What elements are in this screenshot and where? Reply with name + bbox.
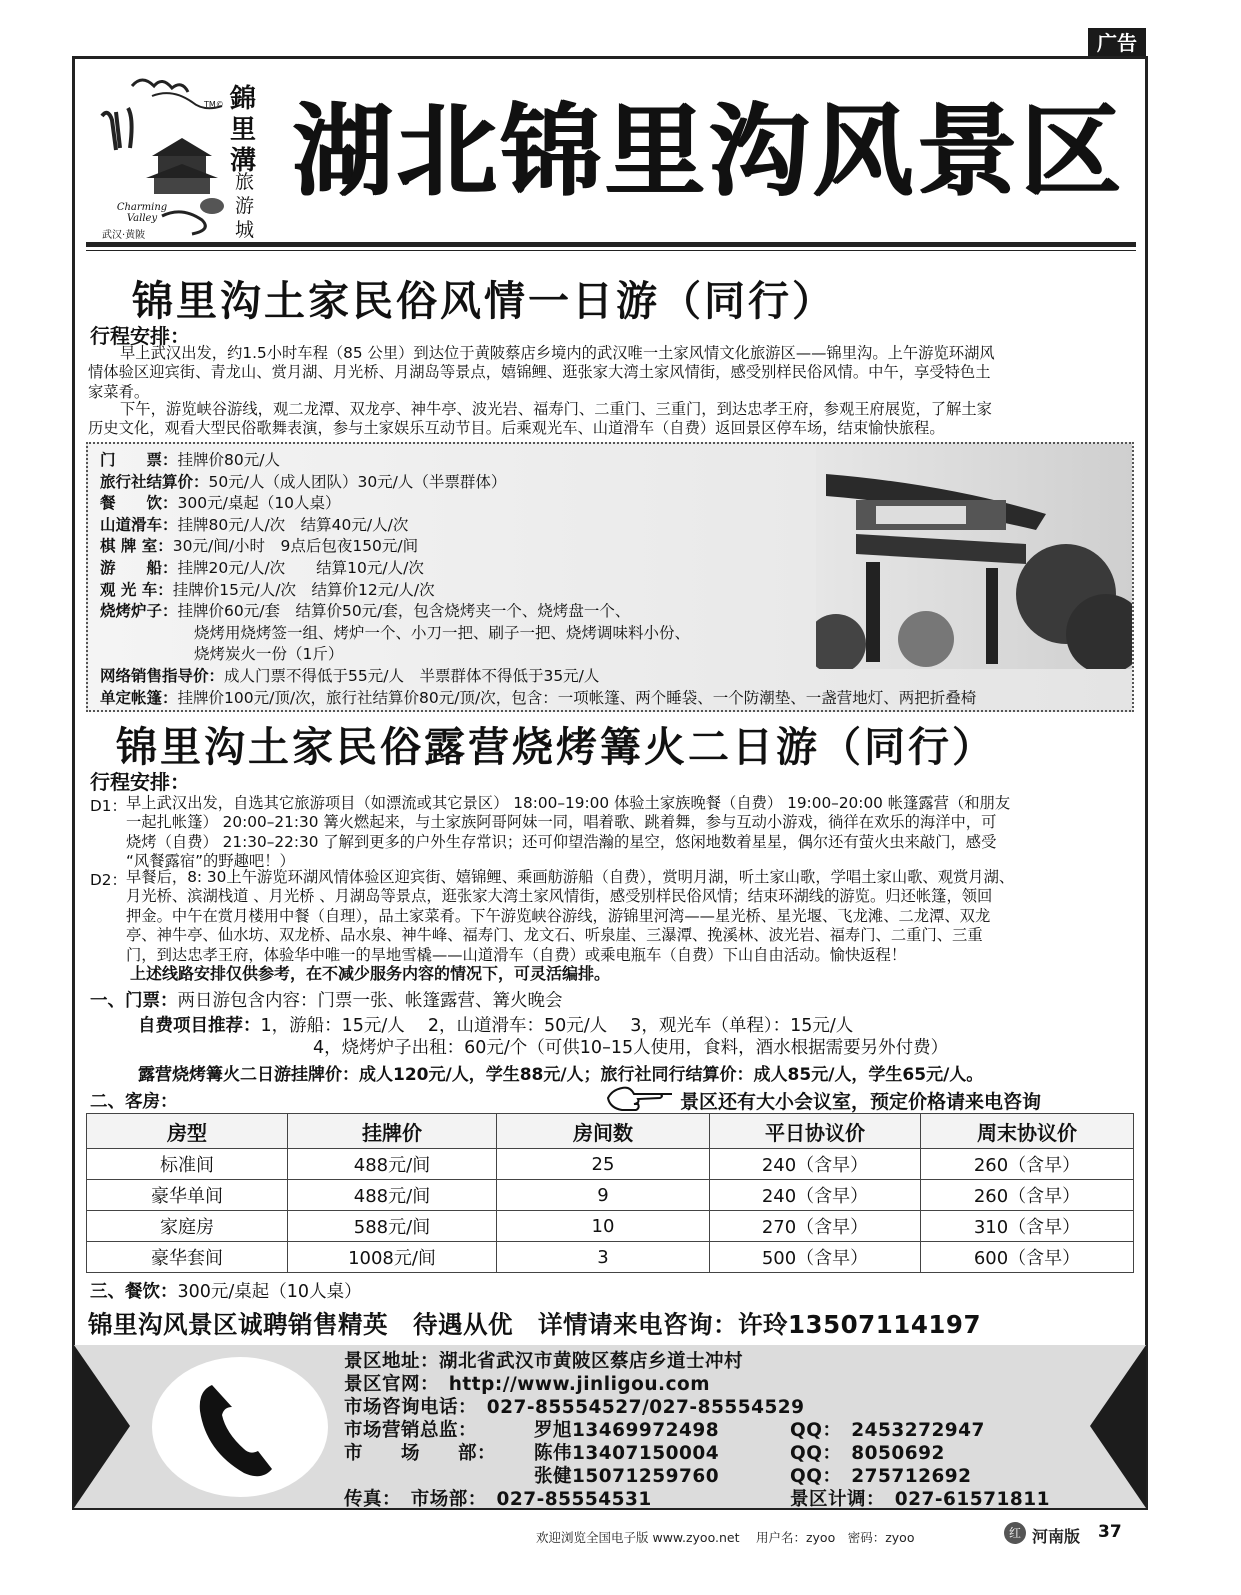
tour1-paragraph-2: 下午，游览峡谷游线，观二龙潭、双龙亭、神牛亭、波光岩、福寿门、二重门、三重门，到达忠孝王府，参观王府展览，了解土家 历史文化，观看大型民俗歌舞表演，参与土家娱乐互动节目。后乘观光车、山道滑车（自费）返回景区停车场，结束愉快旅程。 [88,400,992,438]
weekday-price: 240（含早） [710,1180,921,1211]
price-label: 门 票： [100,451,178,469]
room-type: 家庭房 [87,1211,288,1242]
price-row [100,535,418,557]
weekday-price: 500（含早） [710,1242,921,1273]
contact-dispatch: 景区计调： 027-61571811 [790,1489,1051,1510]
day2-label: D2： [90,871,127,889]
tour1-title: 锦里沟土家民俗风情一日游（同行） [132,277,836,325]
price-label: 餐 饮： [100,494,178,513]
col-list-price: 挂牌价 [288,1114,497,1149]
brand-logo [92,66,272,246]
price-label: 山道滑车： [100,515,178,534]
col-room-count: 房间数 [497,1114,710,1149]
dept-person2: 张健15071259760 [534,1466,720,1487]
price-value: 挂牌价15元/人/次 结算价12元/人/次 [172,580,435,599]
right-arrow-decoration [1090,1345,1146,1508]
divider-thick [86,242,1136,247]
price-row [100,492,341,514]
list-price: 488元/间 [288,1149,497,1180]
room-count: 3 [497,1242,710,1273]
day1-text: 早上武汉出发，自选其它旅游项目（如漂流或其它景区） 18:00–19:00 体验土家族晚餐（自费） 19:00–20:00 帐篷露营（和朋友 一起扎帐篷） 20:00–21:30 篝火燃起来，与土家族阿哥阿妹一同，唱着歌、跳着舞，参与互动小游戏，徜徉在欢乐的海洋中，可 烧烤（自费） 21:30–22:30 了解到更多的户外生存常识；还可仰望浩瀚的星空，悠闲地数着星星，偶尔还有萤火虫来敲门，感受 “风餐露宿”的野趣吧！） [126,794,1011,871]
section1-text: 两日游包含内容：门票一张、帐篷露营、篝火晚会 [177,991,563,1011]
divider-thin [86,250,1136,251]
logo-region: 武汉·黄陂 [102,230,146,241]
table-row [87,1242,1134,1273]
col-weekday-price: 平日协议价 [710,1114,921,1149]
price-row [100,557,424,579]
ad-tag: 广告 [1088,28,1146,58]
room-type: 豪华单间 [87,1180,288,1211]
table-row [87,1180,1134,1211]
section1-heading: 一、门票： [90,991,178,1011]
logo-english: Charming Valley [116,202,168,224]
price-value: 300元/桌起（10人桌） [177,494,341,513]
room-type: 标准间 [87,1149,288,1180]
section2-heading-line [90,1088,178,1113]
tour2-schedule-label: 行程安排： [90,770,190,794]
logo-brand-text: 錦里溝 [230,84,257,176]
price-label: 观 光 车： [100,580,173,599]
pavilion-photo [816,444,1132,669]
price-row [100,579,435,601]
director-qq: QQ： 2453272947 [790,1420,985,1441]
section1-line [90,987,563,1012]
price-row [100,600,630,622]
table-row [87,1149,1134,1180]
day1-label: D1： [90,797,127,815]
weekend-price: 260（含早） [921,1149,1134,1180]
contact-address: 景区地址：湖北省武汉市黄陂区蔡店乡道士冲村 [344,1351,744,1372]
logo-trademark: TM© [204,100,224,109]
weekend-price: 260（含早） [921,1180,1134,1211]
edition-mark: 红 [1004,1522,1026,1544]
weekday-price: 270（含早） [710,1211,921,1242]
room-type: 豪华套间 [87,1242,288,1273]
dept-qq2: QQ： 275712692 [790,1466,972,1487]
price-value: 50元/人（成人团队）30元/人（半票群体） [208,472,507,491]
room-count: 25 [497,1149,710,1180]
price-row [100,514,408,536]
room-count: 10 [497,1211,710,1242]
price-value: 挂牌20元/人/次 结算10元/人/次 [177,559,424,577]
price-value: 挂牌价80元/人 [177,451,280,469]
page-number: 37 [1098,1522,1122,1542]
price-label: 旅行社结算价： [100,472,209,491]
contact-hotline: 市场咨询电话： 027-85554527/027-85554529 [344,1397,805,1418]
list-price: 588元/间 [288,1211,497,1242]
pavilion-image [816,444,1132,669]
day2-text: 早餐后，8: 30上午游览环湖风情体验区迎宾街、嬉锦鲤、乘画舫游船（自费），赏明月湖，听土家山歌，学唱土家山歌、观赏月湖、 月光桥、滨湖栈道 、月光桥 、月湖岛等景点，逛张家大湾土家风情街，感受别样民俗风情；结束环湖线的游览。归还帐篷，领回 押金。中午在赏月楼用中餐（自理），品土家菜肴。下午游览峡谷游线，游锦里河湾——星光桥、星光堰、飞龙滩、二龙潭、双龙 亭、神牛亭、仙水坊、双龙桥、品水泉、神牛峰、福寿门、龙文石、听泉崖、三瀑潭、挽溪林、波光岩、福寿门、二重门、三重 门，到达忠孝王府，体验华中唯一的旱地雪橇——山道滑车（自费）或乘电瓶车（自费）下山自由活动。愉快返程！ [126,868,1015,964]
section3-text: 300元/桌起（10人桌） [177,1282,362,1302]
camp-price: 露营烧烤篝火二日游挂牌价：成人120元/人，学生88元/人；旅行社同行结算价：成人85元/人，学生65元/人。 [138,1065,984,1085]
recruitment-banner: 锦里沟风景区诚聘销售精英 待遇从优 详情请来电咨询：许玲13507114197 [88,1310,982,1339]
price-row [100,643,343,665]
tour1-schedule-label: 行程安排： [90,324,190,348]
dept-label: 市 场 部： [344,1443,497,1464]
table-row [87,1211,1134,1242]
dept-qq1: QQ： 8050692 [790,1443,945,1464]
price-value: 30元/间/小时 9点后包夜150元/间 [172,537,419,556]
footer-browse: 欢迎浏览全国电子版 www.zyoo.net 用户名：zyoo 密码：zyoo [536,1530,915,1545]
list-price: 488元/间 [288,1180,497,1211]
price-value: 成人门票不得低于55元/人 半票群体不得低于35元/人 [224,667,600,685]
dept-person1: 陈伟13407150004 [534,1443,720,1464]
director-phone: 罗旭13469972498 [534,1420,720,1441]
price-value: 挂牌80元/人/次 结算40元/人/次 [177,515,409,534]
footer-edition: 河南版 [1032,1527,1081,1546]
col-room-type: 房型 [87,1114,288,1149]
price-label: 单定帐篷： [100,688,178,707]
weekend-price: 600（含早） [921,1242,1134,1273]
price-row [100,687,976,709]
contact-fax: 传真： 市场部： 027-85554531 [344,1489,652,1510]
tour2-title: 锦里沟土家民俗露营烧烤篝火二日游（同行） [116,723,996,771]
price-label: 游 船： [100,559,178,577]
director-label: 市场营销总监： [344,1420,478,1441]
list-price: 1008元/间 [288,1242,497,1273]
self-pay-items-1: 1，游船：15元/人 2，山道滑车：50元/人 3，观光车（单程）：15元/人 [260,1016,854,1036]
price-label: 棋 牌 室： [100,537,173,556]
itinerary-note: 上述线路安排仅供参考，在不减少服务内容的情况下，可灵活编排。 [130,964,611,983]
price-value: 挂牌价60元/套 结算价50元/套，包含烧烤夹一个、烧烤盘一个、 [177,602,631,621]
price-row [100,622,690,644]
weekend-price: 310（含早） [921,1211,1134,1242]
price-value: 烧烤用烧烤签一组、烤炉一个、小刀一把、刷子一把、烧烤调味料小份、 [194,623,691,642]
price-value: 挂牌价100元/顶/次，旅行社结算价80元/顶/次，包含：一项帐篷、两个睡袋、一个防潮垫、一盏营地灯、两把折叠椅 [177,688,977,707]
section2-heading: 二、客房： [90,1092,178,1112]
price-row [100,471,506,493]
logo-sub-text: 旅游城 [235,171,255,241]
room-table-header [87,1114,1134,1149]
col-weekend-price: 周末协议价 [921,1114,1134,1149]
room-count: 9 [497,1180,710,1211]
self-pay-items-2: 4，烧烤炉子出租：60元/个（可供10–15人使用，食料，酒水根据需要另外付费） [313,1038,949,1058]
contact-panel [74,1345,1146,1508]
price-label: 网络销售指导价： [100,667,225,685]
room-table [86,1113,1134,1273]
price-label: 烧烤炉子： [100,602,178,621]
left-arrow-decoration [74,1345,130,1508]
contact-website: 景区官网： http://www.jinligou.com [344,1374,711,1395]
pointing-hand-icon [606,1084,674,1112]
section3-heading: 三、餐饮： [90,1282,178,1302]
main-title: 湖北锦里沟风景区 [292,92,1124,210]
tour1-paragraph-1: 早上武汉出发，约1.5小时车程（85 公里）到达位于黄陂蔡店乡境内的武汉唯一土家风情文化旅游区——锦里沟。上午游览环湖风 情体验区迎宾街、青龙山、赏月湖、月光桥、月湖岛等景点，嬉锦鲤、逛张家大湾土家风情街，感受别样民俗风情。中午，享受特色土 家菜肴。 [88,344,995,401]
price-row [100,665,599,687]
price-value: 烧烤炭火一份（1斤） [194,645,344,664]
weekday-price: 240（含早） [710,1149,921,1180]
price-row [100,449,280,471]
self-pay-label: 自费项目推荐： [138,1016,261,1036]
phone-icon [152,1357,328,1497]
section3-line [90,1278,362,1303]
meeting-room-note: 景区还有大小会议室，预定价格请来电咨询 [680,1091,1042,1113]
